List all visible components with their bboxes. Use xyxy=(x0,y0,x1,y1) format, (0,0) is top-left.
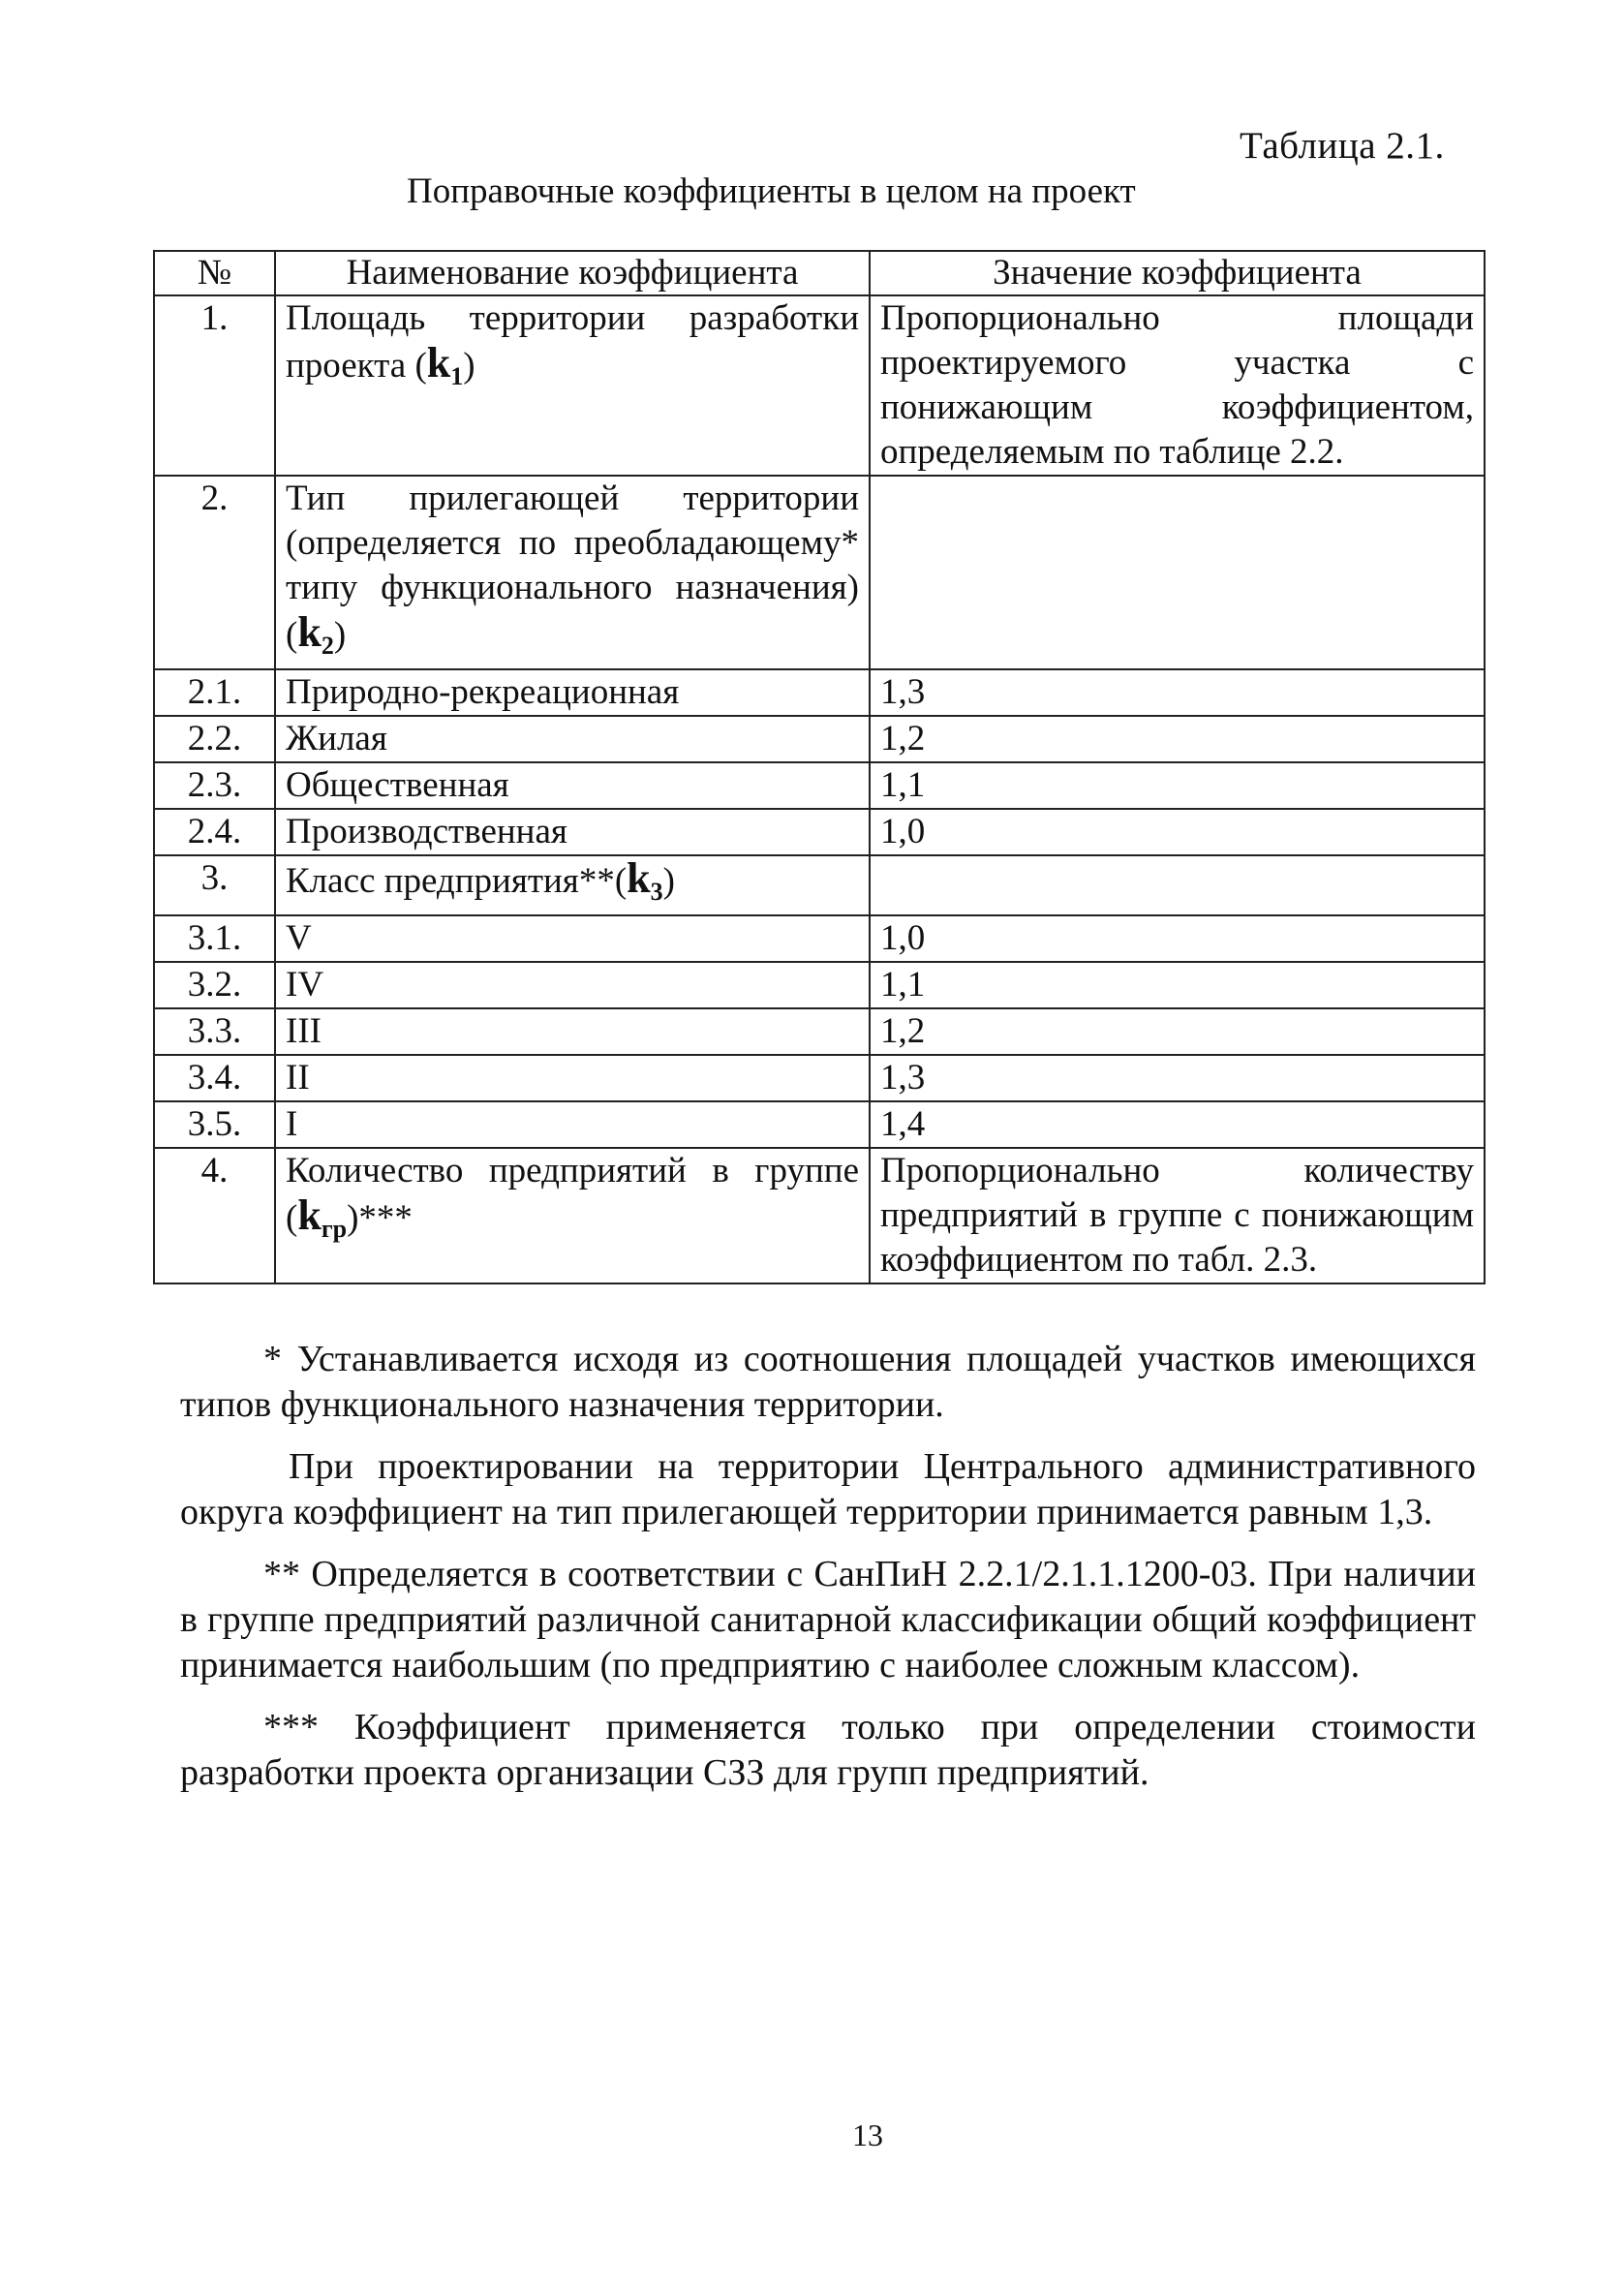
row-number: 3. xyxy=(154,855,275,915)
page-number: 13 xyxy=(852,2118,883,2152)
row-number: 2.2. xyxy=(154,716,275,762)
row-number: 4. xyxy=(154,1148,275,1283)
row-number: 2.1. xyxy=(154,669,275,716)
table-header-row xyxy=(154,251,1485,295)
row-number: 1. xyxy=(154,295,275,476)
row-name: Тип прилегающей территории (определяется по преобладающему* типу функционального назначения) $(k_2)$ xyxy=(275,476,870,669)
row-value: 1,2 xyxy=(870,1008,1485,1055)
coefficient-symbol: $k_1$ xyxy=(426,339,464,390)
row-name: II xyxy=(275,1055,870,1101)
row-name: Количество предприятий в группе $(k_{гр})***$ xyxy=(275,1148,870,1283)
row-name: III xyxy=(275,1008,870,1055)
row-number: 3.3. xyxy=(154,1008,275,1055)
row-value: Пропорционально площади проектируемого участка с понижающим коэффициентом, определяемым по таблице 2.2. xyxy=(870,295,1485,476)
row-value: 1,3 xyxy=(870,1055,1485,1101)
row-number: 3.2. xyxy=(154,962,275,1008)
footnote-2: ** Определяется в соответствии с СанПиН 2.2.1/2.1.1.1200-03. При наличии в группе предприятий различной санитарной классификации общий коэффициент принимается наибольшим (по предприятию с наиболее сложным классом). xyxy=(180,1554,1476,1685)
row-name: Класс $предприятия**(k_3)$ xyxy=(275,855,870,915)
row-number: 3.4. xyxy=(154,1055,275,1101)
row-value: 1,3 xyxy=(870,669,1485,716)
row-name: Природно-рекреационная xyxy=(275,669,870,716)
table-title: Поправочные коэффициенты в целом на проект xyxy=(407,171,1136,211)
row-value: 1,1 xyxy=(870,962,1485,1008)
table-row xyxy=(154,295,1485,476)
row-name: Площадь территории разработки проекта $(k_1)$ xyxy=(275,295,870,476)
table-row xyxy=(154,1008,1485,1055)
row-value: 1,0 xyxy=(870,809,1485,855)
footnote-1-continuation: При проектировании на территории Центрального административного округа коэффициент на тип прилегающей территории принимается равным 1,3. xyxy=(180,1446,1476,1532)
table-row xyxy=(154,762,1485,809)
row-value: 1,4 xyxy=(870,1101,1485,1148)
table-row xyxy=(154,716,1485,762)
table-row xyxy=(154,962,1485,1008)
header-value: Значение коэффициента xyxy=(870,251,1485,295)
row-name: Общественная xyxy=(275,762,870,809)
row-value xyxy=(870,476,1485,669)
footnote-3: *** Коэффициент применяется только при определении стоимости разработки проекта организации СЗЗ для групп предприятий. xyxy=(180,1707,1476,1793)
table-row xyxy=(154,855,1485,915)
row-value: 1,1 xyxy=(870,762,1485,809)
row-value: Пропорционально количеству предприятий в группе с понижающим коэффициентом по табл. 2.3. xyxy=(870,1148,1485,1283)
row-name: I xyxy=(275,1101,870,1148)
table-row xyxy=(154,669,1485,716)
table-row xyxy=(154,476,1485,669)
row-name: Жилая xyxy=(275,716,870,762)
row-number: 3.5. xyxy=(154,1101,275,1148)
table-row xyxy=(154,1148,1485,1283)
row-number: 2. xyxy=(154,476,275,669)
header-number: № xyxy=(154,251,275,295)
row-value: 1,0 xyxy=(870,915,1485,962)
row-number: 2.4. xyxy=(154,809,275,855)
coefficient-symbol: $k_{гр}$ xyxy=(297,1191,348,1243)
coefficients-table xyxy=(153,250,1486,1284)
row-value: 1,2 xyxy=(870,716,1485,762)
row-name: Производственная xyxy=(275,809,870,855)
row-number: 3.1. xyxy=(154,915,275,962)
footnotes xyxy=(180,1337,1476,1796)
footnote-1: * Устанавливается исходя из соотношения площадей участков имеющихся типов функционального назначения территории. xyxy=(180,1339,1476,1425)
table-row xyxy=(154,809,1485,855)
row-name: IV xyxy=(275,962,870,1008)
header-name: Наименование коэффициента xyxy=(275,251,870,295)
row-number: 2.3. xyxy=(154,762,275,809)
row-value xyxy=(870,855,1485,915)
row-name: V xyxy=(275,915,870,962)
table-row xyxy=(154,1101,1485,1148)
coefficient-symbol: $k_2$ xyxy=(297,608,334,660)
table-row xyxy=(154,915,1485,962)
table-row xyxy=(154,1055,1485,1101)
coefficient-symbol: $k_3$ xyxy=(627,854,663,906)
table-caption-label: Таблица 2.1. xyxy=(1240,125,1445,167)
